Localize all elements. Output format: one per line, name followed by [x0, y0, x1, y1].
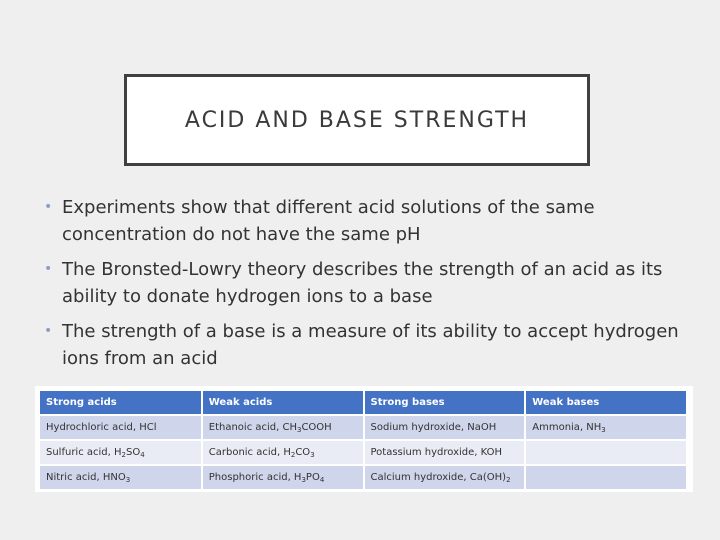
table-cell: Nitric acid, $HNO_3$ [40, 465, 202, 490]
bullet-item [44, 194, 694, 248]
header-weak-acids: Weak acids [202, 391, 364, 415]
table-cell [525, 440, 687, 465]
table-cell: Potassium hydroxide, KOH [364, 440, 526, 465]
table-cell: Calcium hydroxide, $Ca(OH)_2$ [364, 465, 526, 490]
bullet-dot-icon: • [44, 261, 53, 277]
bullet-text: The Bronsted-Lowry theory describes the strength of an acid as its ability to donate hydrogen ions to a base [62, 259, 663, 307]
bullet-dot-icon: • [44, 323, 53, 339]
table-cell: Sodium hydroxide, NaOH [364, 415, 526, 440]
slide-title: ACID AND BASE STRENGTH [184, 107, 530, 133]
table-row [40, 465, 687, 490]
table-cell: Ethanoic acid, $CH_3COOH$ [202, 415, 364, 440]
table-cell: Phosphoric acid, $H_3PO_4$ [202, 465, 364, 490]
header-weak-bases: Weak bases [525, 391, 687, 415]
table-cell [525, 465, 687, 490]
table-cell: Ammonia, $NH_3$ [525, 415, 687, 440]
table-cell: Hydrochloric acid, HCl [40, 415, 202, 440]
acid-base-table-container [35, 386, 693, 492]
bullet-dot-icon: • [44, 199, 53, 215]
bullet-list [44, 194, 694, 380]
title-box [124, 74, 590, 166]
bullet-item [44, 318, 694, 372]
bullet-item [44, 256, 694, 310]
table-cell: Sulfuric acid, $H_2SO_4$ [40, 440, 202, 465]
header-strong-bases: Strong bases [364, 391, 526, 415]
table-cell: Carbonic acid, $H_2CO_3$ [202, 440, 364, 465]
table-header-row [40, 391, 687, 415]
table-row [40, 415, 687, 440]
header-strong-acids: Strong acids [40, 391, 202, 415]
bullet-text: The strength of a base is a measure of its ability to accept hydrogen ions from an acid [62, 321, 679, 369]
acid-base-table [40, 391, 688, 491]
bullet-text: Experiments show that different acid solutions of the same concentration do not have the same pH [62, 197, 595, 245]
table-row [40, 440, 687, 465]
